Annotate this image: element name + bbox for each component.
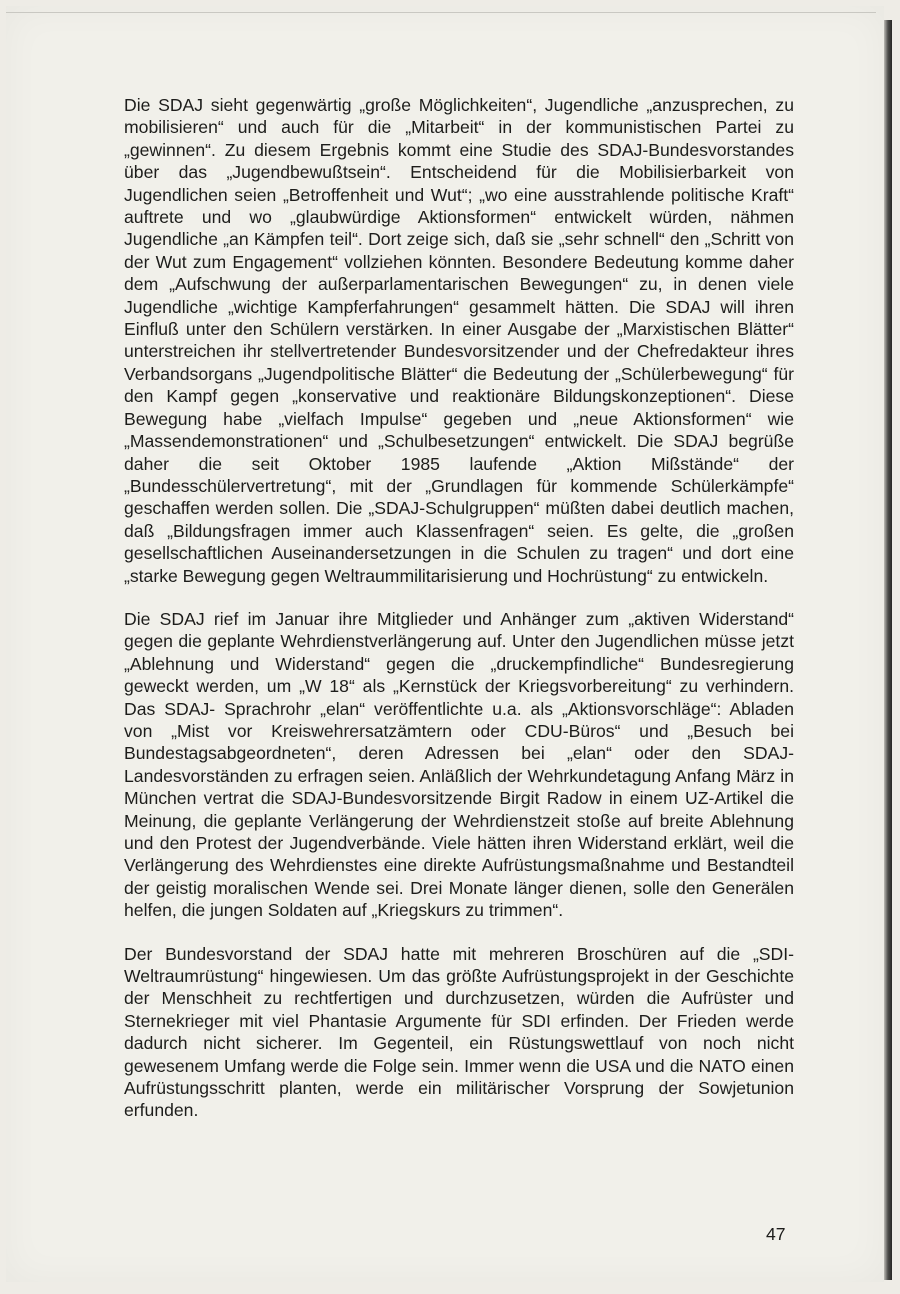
body-text [124,94,794,1143]
book-spine-shadow [884,20,892,1280]
paragraph-sdaj-opportunities: Die SDAJ sieht gegenwärtig „große Möglichkeiten“, Jugendliche „anzusprechen, zu mobilisieren“ und auch für die „Mitarbeit“ in der kommunistischen Partei zu „gewinnen“. Zu diesem Ergebnis kommt eine Studie des SDAJ-Bundesvorstandes über das „Jugendbewußtsein“. Entscheidend für die Mobilisierbarkeit von Jugendlichen seien „Betroffenheit und Wut“; „wo eine ausstrahlende politische Kraft“ auftrete und wo „glaubwürdige Aktionsformen“ entwickelt würden, nähmen Jugendliche „an Kämpfen teil“. Dort zeige sich, daß sie „sehr schnell“ den „Schritt von der Wut zum Engagement“ vollziehen könnten. Besondere Bedeutung komme daher dem „Aufschwung der außerparlamentarischen Bewegungen“ zu, in denen viele Jugendliche „wichtige Kampferfahrungen“ gesammelt hätten. Die SDAJ will ihren Einfluß unter den Schülern verstärken. In einer Ausgabe der „Marxistischen Blätter“ unterstreichen ihr stellvertretender Bundesvorsitzender und der Chefredakteur ihres Verbandsorgans „Jugendpolitische Blätter“ die Bedeutung der „Schülerbewegung“ für den Kampf gegen „konservative und reaktionäre Bildungskonzeptionen“. Diese Bewegung habe „vielfach Impulse“ gegeben und „neue Aktionsformen“ wie „Massendemonstrationen“ und „Schulbesetzungen“ entwickelt. Die SDAJ begrüße daher die seit Oktober 1985 laufende „Aktion Mißstände“ der „Bundesschülervertretung“, mit der „Grundlagen für kommende Schülerkämpfe“ geschaffen werden sollen. Die „SDAJ-Schulgruppen“ müßten dabei deutlich machen, daß „Bildungsfragen immer auch Klassenfragen“ seien. Es gelte, die „großen gesellschaftlichen Auseinandersetzungen in die Schulen zu tragen“ und dort eine „starke Bewegung gegen Weltraummilitarisierung und Hochrüstung“ zu entwickeln. [124,95,794,586]
paragraph-sdi-armament: Der Bundesvorstand der SDAJ hatte mit mehreren Broschüren auf die „SDI-Weltraumrüstung“ hingewiesen. Um das größte Aufrüstungsprojekt in der Geschichte der Menschheit zu rechtfertigen und durchzusetzen, würden die Aufrüster und Sternekrieger mit viel Phantasie Argumente für SDI erfinden. Der Frieden werde dadurch nicht sicherer. Im Gegenteil, ein Rüstungswettlauf von noch nicht gewesenem Umfang werde die Folge sein. Immer wenn die USA und die NATO einen Aufrüstungsschritt planten, werde ein militärischer Vorsprung der Sowjetunion erfunden. [124,943,794,1121]
page-edge-line [6,12,876,13]
document-page [6,6,884,1282]
paragraph-military-service: Die SDAJ rief im Januar ihre Mitglieder und Anhänger zum „aktiven Widerstand“ gegen die geplante Wehrdienstverlängerung auf. Unter den Jugendlichen müsse jetzt „Ablehnung und Widerstand“ gegen die „druckempfindliche“ Bundesregierung geweckt werden, um „W 18“ als „Kernstück der Kriegsvorbereitung“ zu verhindern. Das SDAJ- Sprachrohr „elan“ veröffentlichte u.a. als „Aktionsvorschläge“: Abladen von „Mist vor Kreiswehrersatzämtern oder CDU-Büros“ und „Besuch bei Bundestagsabgeordneten“, deren Adressen bei „elan“ oder den SDAJ-Landesvorständen zu erfragen seien. Anläßlich der Wehrkundetagung Anfang März in München vertrat die SDAJ-Bundesvorsitzende Birgit Radow in einem UZ-Artikel die Meinung, die geplante Verlängerung der Wehrdienstzeit stoße auf breite Ablehnung und den Protest der Jugendverbände. Viele hätten ihren Widerstand erklärt, weil die Verlängerung des Wehrdienstes eine direkte Aufrüstungsmaßnahme und Bestandteil der geistig moralischen Wende sei. Drei Monate länger dienen, solle den Generälen helfen, die jungen Soldaten auf „Kriegskurs zu trimmen“. [124,608,794,921]
page-number: 47 [766,1224,786,1244]
